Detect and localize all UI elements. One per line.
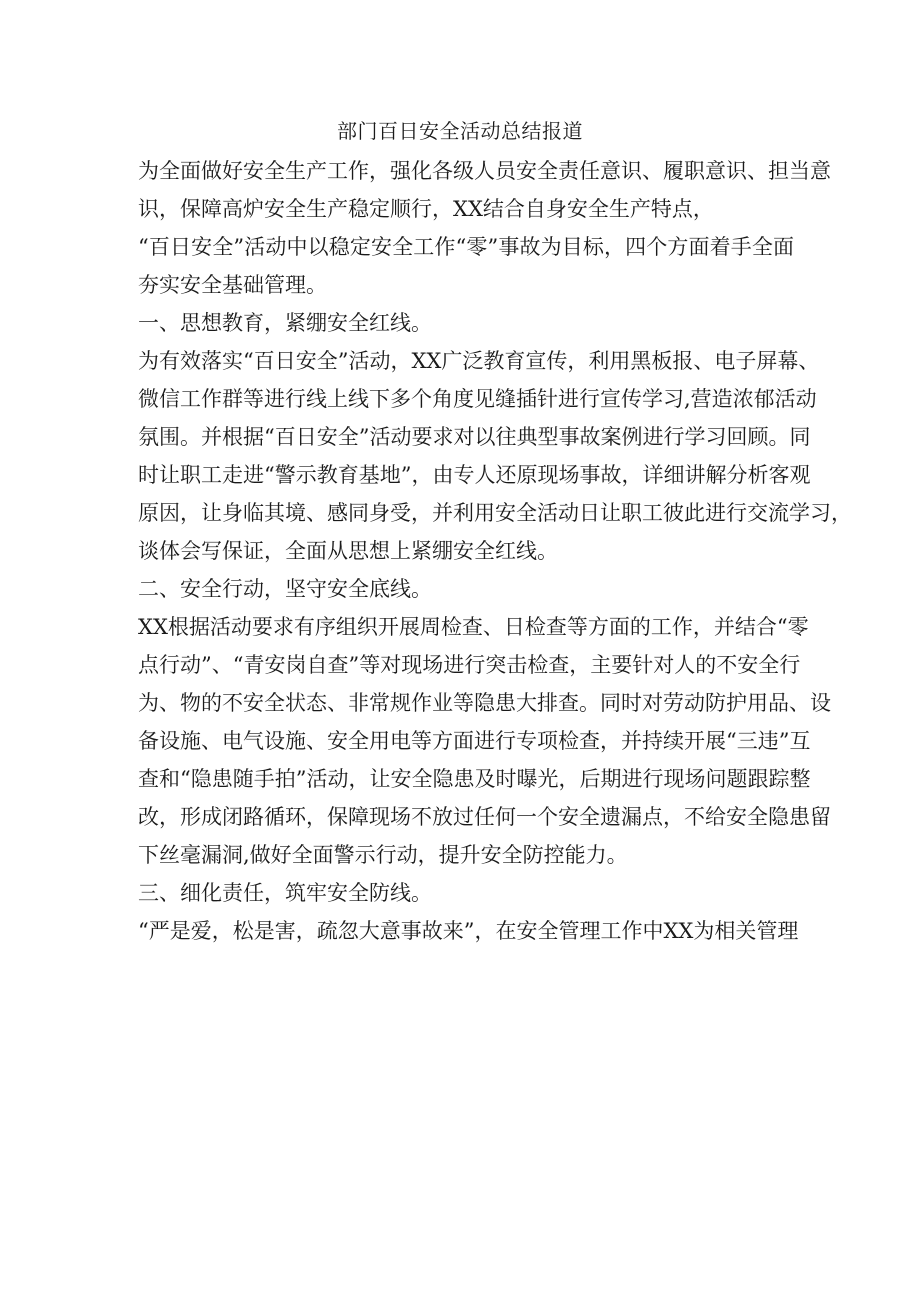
- paragraph-line: 谈体会写保证，全面从思想上紧绷安全红线。: [138, 539, 558, 563]
- paragraph-line: 原因，让身临其境、感同身受，并利用安全活动日让职工彼此进行交流学习，: [138, 501, 852, 525]
- section-heading: 二、安全行动，坚守安全底线。: [138, 577, 432, 601]
- document-body: [138, 152, 852, 950]
- paragraph-line: 微信工作群等进行线上线下多个角度见缝插针进行宣传学习,营造浓郁活动: [138, 387, 817, 411]
- paragraph-line: 点行动”、“青安岗自查”等对现场进行突击检查，主要针对人的不安全行: [138, 653, 801, 677]
- paragraph-line: “百日安全”活动中以稳定安全工作“零”事故为目标，四个方面着手全面: [138, 235, 794, 259]
- document-title: 部门百日安全活动总结报道: [337, 119, 583, 143]
- paragraph-line: 改，形成闭路循环，保障现场不放过任何一个安全遗漏点，不给安全隐患留: [138, 805, 831, 829]
- paragraph-line: 查和“隐患随手拍”活动，让安全隐患及时曝光，后期进行现场问题跟踪整: [138, 767, 811, 791]
- paragraph-line: 时让职工走进“警示教育基地”，由专人还原现场事故，详细讲解分析客观: [138, 463, 811, 487]
- paragraph-line: 为全面做好安全生产工作，强化各级人员安全责任意识、履职意识、担当意: [138, 159, 831, 183]
- paragraph-line: 下丝毫漏洞,做好全面警示行动，提升安全防控能力。: [138, 843, 628, 867]
- paragraph-line: 氛围。并根据“百日安全”活动要求对以往典型事故案例进行学习回顾。同: [138, 425, 811, 449]
- paragraph-line: 备设施、电气设施、安全用电等方面进行专项检查，并持续开展“三违”互: [138, 729, 811, 753]
- paragraph-line: 为、物的不安全状态、非常规作业等隐患大排查。同时对劳动防护用品、设: [138, 691, 831, 715]
- paragraph-line: 为有效落实“百日安全”活动，XX广泛教育宣传，利用黑板报、电子屏幕、: [138, 349, 820, 373]
- paragraph-line: “严是爱，松是害，疏忽大意事故来”，在安全管理工作中XX为相关管理: [138, 919, 799, 943]
- paragraph-line: 夯实安全基础管理。: [138, 273, 327, 297]
- section-heading: 一、思想教育，紧绷安全红线。: [138, 311, 432, 335]
- paragraph-line: 识，保障高炉安全生产稳定顺行，XX结合自身安全生产特点，: [138, 197, 714, 221]
- paragraph-line: XX根据活动要求有序组织开展周检查、日检查等方面的工作，并结合“零: [138, 615, 809, 639]
- section-heading: 三、细化责任，筑牢安全防线。: [138, 881, 432, 905]
